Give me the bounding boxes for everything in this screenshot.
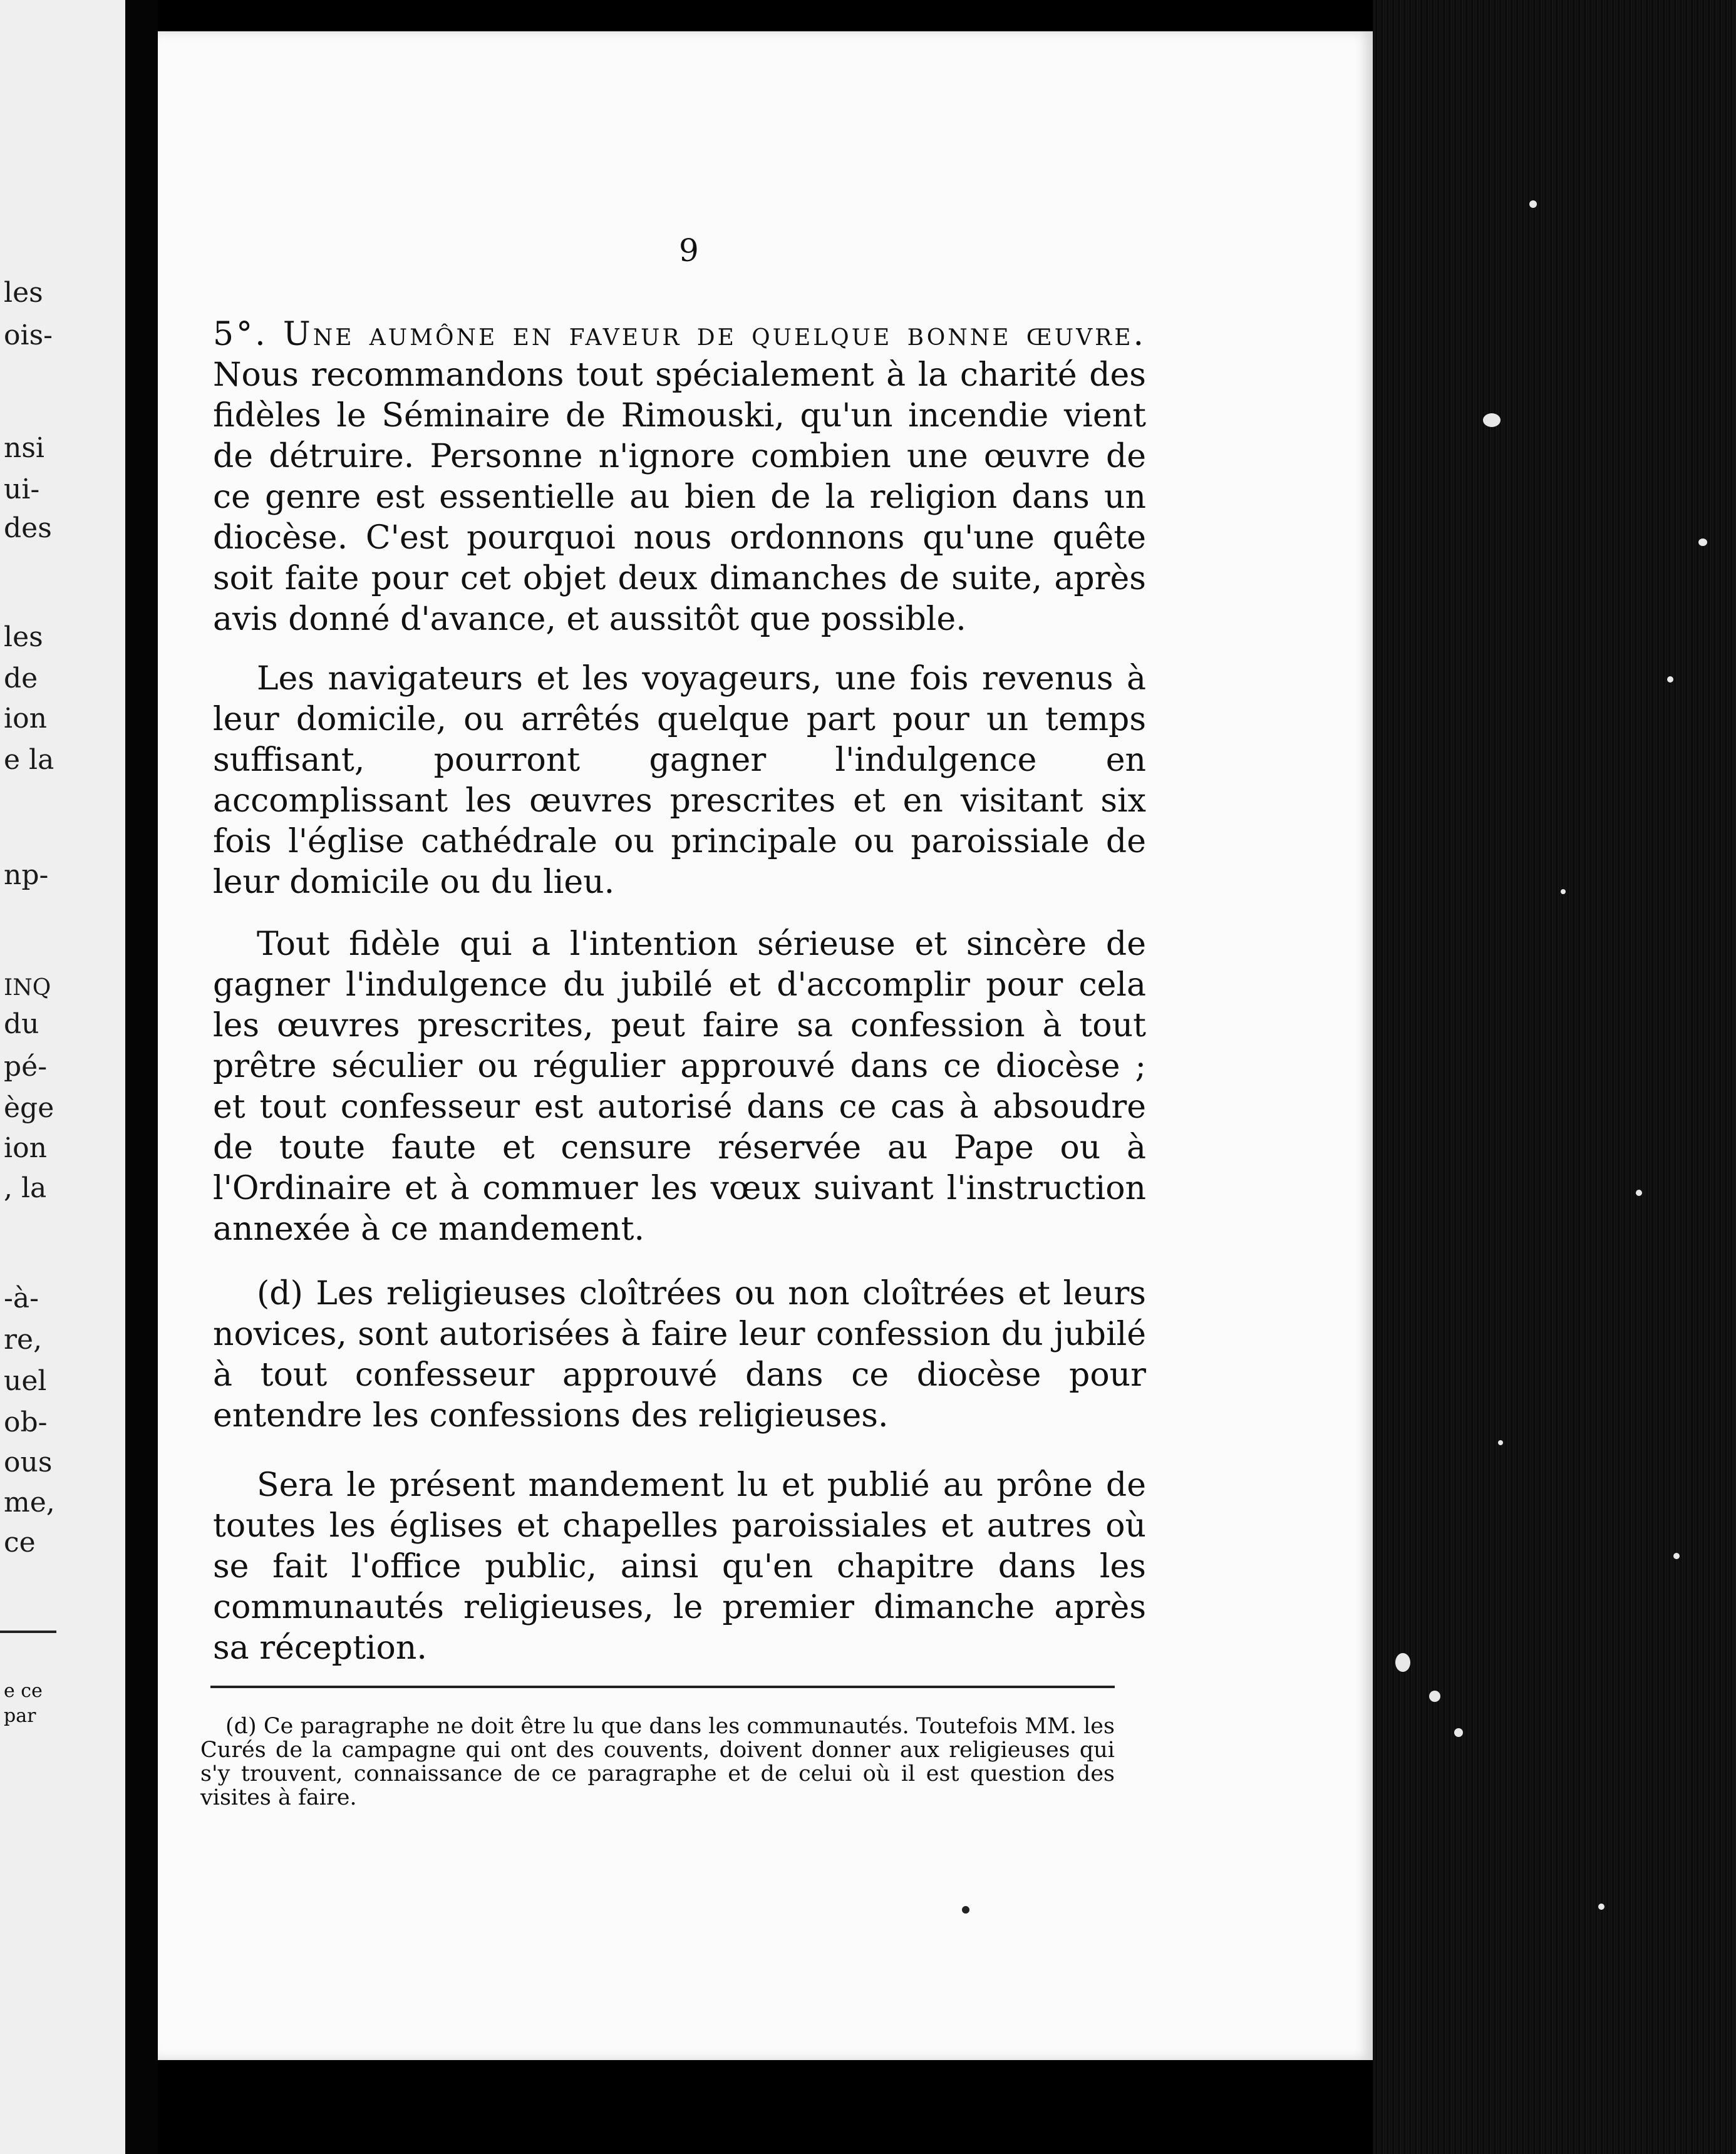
left-page-footnote-line: e ce [4, 1680, 43, 1702]
left-page-line: ège [4, 1092, 54, 1124]
paragraph-heading: 5°. Une aumône en faveur de quelque bonne œuvre. [213, 316, 1146, 353]
left-page-line: ion [4, 703, 47, 734]
paragraph-alms [213, 314, 1146, 640]
left-page-line: ous [4, 1446, 53, 1478]
printer-mark [962, 1906, 969, 1914]
paragraph-publication: Sera le présent mandement lu et publié au prône de toutes les églises et chapelles paroissiales et autres où se fait l'office public, ainsi qu'en chapitre dans les communautés religieuses, le premier dimanche après sa réception. [213, 1466, 1146, 1667]
left-page-line: re, [4, 1324, 43, 1356]
left-page-line: -à- [4, 1282, 39, 1314]
paragraph-religious: (d) Les religieuses cloîtrées ou non cloîtrées et leurs novices, sont autorisées à faire leur confession du jubilé à tout confesseur approuvé dans ce diocèse pour entendre les confessions des religieuses. [213, 1275, 1146, 1435]
left-page-line: ob- [4, 1406, 48, 1438]
footnote-rule [210, 1686, 1115, 1688]
left-page-line: INQ [4, 975, 51, 1001]
left-page-line: les [4, 621, 43, 653]
page-number: 9 [679, 232, 699, 269]
left-page-line: , la [4, 1172, 47, 1204]
left-page-line: pé- [4, 1051, 48, 1083]
book-gutter [125, 0, 158, 2154]
left-page-line: me, [4, 1487, 55, 1518]
left-page-footnote-rule [0, 1631, 56, 1633]
left-page-line: des [4, 512, 52, 544]
footnote: (d) Ce paragraphe ne doit être lu que dans les communautés. Toutefois MM. les Curés de la campagne qui ont des couvents, doivent donner aux religieuses qui s'y trouvent, connaissance de ce paragraphe et de celui où il est question des visites à faire. [200, 1714, 1115, 1810]
left-page-line: de [4, 662, 38, 694]
left-page-line: uel [4, 1365, 47, 1397]
left-page-line: ui- [4, 473, 40, 505]
left-page-line: ion [4, 1132, 47, 1164]
paragraph-confession: Tout fidèle qui a l'intention sérieuse et sincère de gagner l'indulgence du jubilé et d'accomplir pour cela les œuvres prescrites, peut faire sa confession à tout prêtre séculier ou régulier approuvé dans ce diocèse ; et tout confesseur est autorisé dans ce cas à absoudre de toute faute et censure réservée au Pape ou à l'Ordinaire et à commuer les vœux suivant l'instruction annexée à ce mandement. [213, 925, 1146, 1248]
left-page-footnote-line: par [4, 1705, 36, 1727]
left-page-line: np- [4, 859, 49, 891]
left-page-line: ois- [4, 319, 53, 351]
left-page-line: nsi [4, 432, 44, 464]
paragraph-body: Nous recommandons tout spécialement à la charité des fidèles le Séminaire de Rimouski, qu'un incendie vient de détruire. Personne n'ignore combien une œuvre de ce genre est essentielle au bien de la religion dans un diocèse. C'est pourquoi nous ordonnons qu'une quête soit faite pour cet objet deux dimanches de suite, après avis donné d'avance, et aussitôt que possible. [213, 356, 1146, 638]
left-page-line: e la [4, 744, 54, 776]
left-page-line: ce [4, 1527, 36, 1559]
left-page-line: du [4, 1008, 39, 1040]
book-edge [1373, 0, 1736, 2154]
left-page-line: les [4, 277, 43, 309]
paragraph-navigators: Les navigateurs et les voyageurs, une fois revenus à leur domicile, ou arrêtés quelque part pour un temps suffisant, pourront gagner l'indulgence en accomplissant les œuvres prescrites et en visitant six fois l'église cathédrale ou principale ou paroissiale de leur domicile ou du lieu. [213, 660, 1146, 901]
left-facing-page [0, 0, 125, 2154]
